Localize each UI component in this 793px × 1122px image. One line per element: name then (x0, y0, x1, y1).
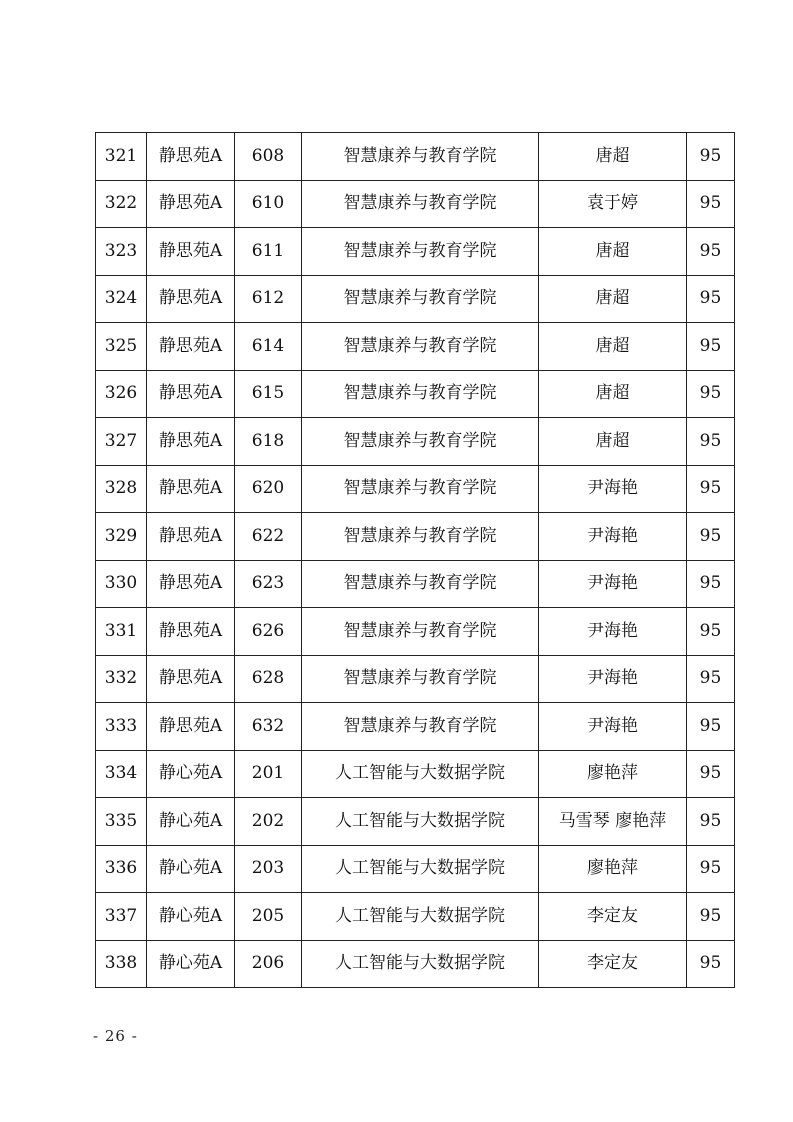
score-cell: 95 (687, 940, 735, 988)
room-number-cell: 608 (235, 133, 302, 181)
table-row (96, 465, 735, 513)
dormitory-score-table (95, 132, 735, 988)
table-body (96, 133, 735, 988)
score-cell: 95 (687, 655, 735, 703)
college-cell: 智慧康养与教育学院 (302, 133, 539, 181)
table-row (96, 513, 735, 561)
score-cell: 95 (687, 513, 735, 561)
score-cell: 95 (687, 465, 735, 513)
teacher-cell: 廖艳萍 (539, 845, 687, 893)
row-number-cell: 321 (96, 133, 147, 181)
table-row (96, 228, 735, 276)
building-cell: 静思苑A (147, 513, 235, 561)
room-number-cell: 614 (235, 323, 302, 371)
score-cell: 95 (687, 323, 735, 371)
score-cell: 95 (687, 750, 735, 798)
row-number-cell: 326 (96, 370, 147, 418)
room-number-cell: 202 (235, 798, 302, 846)
row-number-cell: 324 (96, 275, 147, 323)
score-cell: 95 (687, 798, 735, 846)
building-cell: 静心苑A (147, 845, 235, 893)
college-cell: 智慧康养与教育学院 (302, 655, 539, 703)
teacher-cell: 尹海艳 (539, 608, 687, 656)
teacher-cell: 袁于婷 (539, 180, 687, 228)
table-row (96, 655, 735, 703)
building-cell: 静思苑A (147, 133, 235, 181)
building-cell: 静思苑A (147, 655, 235, 703)
building-cell: 静心苑A (147, 798, 235, 846)
college-cell: 人工智能与大数据学院 (302, 940, 539, 988)
row-number-cell: 328 (96, 465, 147, 513)
row-number-cell: 325 (96, 323, 147, 371)
building-cell: 静心苑A (147, 940, 235, 988)
college-cell: 智慧康养与教育学院 (302, 275, 539, 323)
teacher-cell: 唐超 (539, 228, 687, 276)
page-number: - 26 - (93, 1027, 138, 1045)
building-cell: 静思苑A (147, 180, 235, 228)
teacher-cell: 马雪琴 廖艳萍 (539, 798, 687, 846)
row-number-cell: 327 (96, 418, 147, 466)
building-cell: 静思苑A (147, 703, 235, 751)
score-cell: 95 (687, 370, 735, 418)
room-number-cell: 632 (235, 703, 302, 751)
teacher-cell: 唐超 (539, 370, 687, 418)
teacher-cell: 尹海艳 (539, 465, 687, 513)
room-number-cell: 201 (235, 750, 302, 798)
table-row (96, 798, 735, 846)
teacher-cell: 尹海艳 (539, 513, 687, 561)
row-number-cell: 335 (96, 798, 147, 846)
college-cell: 智慧康养与教育学院 (302, 703, 539, 751)
college-cell: 人工智能与大数据学院 (302, 798, 539, 846)
row-number-cell: 331 (96, 608, 147, 656)
teacher-cell: 尹海艳 (539, 703, 687, 751)
college-cell: 智慧康养与教育学院 (302, 608, 539, 656)
row-number-cell: 322 (96, 180, 147, 228)
score-cell: 95 (687, 608, 735, 656)
college-cell: 人工智能与大数据学院 (302, 845, 539, 893)
college-cell: 智慧康养与教育学院 (302, 323, 539, 371)
building-cell: 静心苑A (147, 750, 235, 798)
table-row (96, 418, 735, 466)
room-number-cell: 203 (235, 845, 302, 893)
score-cell: 95 (687, 418, 735, 466)
college-cell: 智慧康养与教育学院 (302, 228, 539, 276)
room-number-cell: 618 (235, 418, 302, 466)
score-cell: 95 (687, 560, 735, 608)
score-cell: 95 (687, 180, 735, 228)
teacher-cell: 唐超 (539, 418, 687, 466)
room-number-cell: 206 (235, 940, 302, 988)
room-number-cell: 611 (235, 228, 302, 276)
building-cell: 静思苑A (147, 323, 235, 371)
table-row (96, 180, 735, 228)
teacher-cell: 尹海艳 (539, 655, 687, 703)
table-row (96, 845, 735, 893)
table-row (96, 133, 735, 181)
room-number-cell: 610 (235, 180, 302, 228)
college-cell: 智慧康养与教育学院 (302, 560, 539, 608)
row-number-cell: 330 (96, 560, 147, 608)
college-cell: 人工智能与大数据学院 (302, 893, 539, 941)
building-cell: 静思苑A (147, 560, 235, 608)
score-cell: 95 (687, 845, 735, 893)
table-row (96, 323, 735, 371)
college-cell: 智慧康养与教育学院 (302, 370, 539, 418)
room-number-cell: 615 (235, 370, 302, 418)
row-number-cell: 332 (96, 655, 147, 703)
room-number-cell: 626 (235, 608, 302, 656)
row-number-cell: 334 (96, 750, 147, 798)
score-cell: 95 (687, 228, 735, 276)
row-number-cell: 323 (96, 228, 147, 276)
college-cell: 智慧康养与教育学院 (302, 465, 539, 513)
table-row (96, 560, 735, 608)
college-cell: 智慧康养与教育学院 (302, 418, 539, 466)
table-row (96, 275, 735, 323)
score-cell: 95 (687, 703, 735, 751)
teacher-cell: 唐超 (539, 275, 687, 323)
building-cell: 静思苑A (147, 370, 235, 418)
college-cell: 智慧康养与教育学院 (302, 513, 539, 561)
building-cell: 静思苑A (147, 608, 235, 656)
row-number-cell: 333 (96, 703, 147, 751)
table-row (96, 893, 735, 941)
teacher-cell: 唐超 (539, 323, 687, 371)
row-number-cell: 338 (96, 940, 147, 988)
room-number-cell: 622 (235, 513, 302, 561)
row-number-cell: 336 (96, 845, 147, 893)
college-cell: 人工智能与大数据学院 (302, 750, 539, 798)
table-row (96, 703, 735, 751)
table-row (96, 940, 735, 988)
building-cell: 静思苑A (147, 418, 235, 466)
teacher-cell: 尹海艳 (539, 560, 687, 608)
score-cell: 95 (687, 275, 735, 323)
room-number-cell: 620 (235, 465, 302, 513)
teacher-cell: 廖艳萍 (539, 750, 687, 798)
teacher-cell: 唐超 (539, 133, 687, 181)
building-cell: 静心苑A (147, 893, 235, 941)
building-cell: 静思苑A (147, 228, 235, 276)
building-cell: 静思苑A (147, 275, 235, 323)
table-row (96, 370, 735, 418)
room-number-cell: 623 (235, 560, 302, 608)
building-cell: 静思苑A (147, 465, 235, 513)
row-number-cell: 329 (96, 513, 147, 561)
room-number-cell: 205 (235, 893, 302, 941)
score-cell: 95 (687, 893, 735, 941)
row-number-cell: 337 (96, 893, 147, 941)
teacher-cell: 李定友 (539, 893, 687, 941)
college-cell: 智慧康养与教育学院 (302, 180, 539, 228)
table-row (96, 750, 735, 798)
table-row (96, 608, 735, 656)
score-cell: 95 (687, 133, 735, 181)
room-number-cell: 628 (235, 655, 302, 703)
teacher-cell: 李定友 (539, 940, 687, 988)
room-number-cell: 612 (235, 275, 302, 323)
